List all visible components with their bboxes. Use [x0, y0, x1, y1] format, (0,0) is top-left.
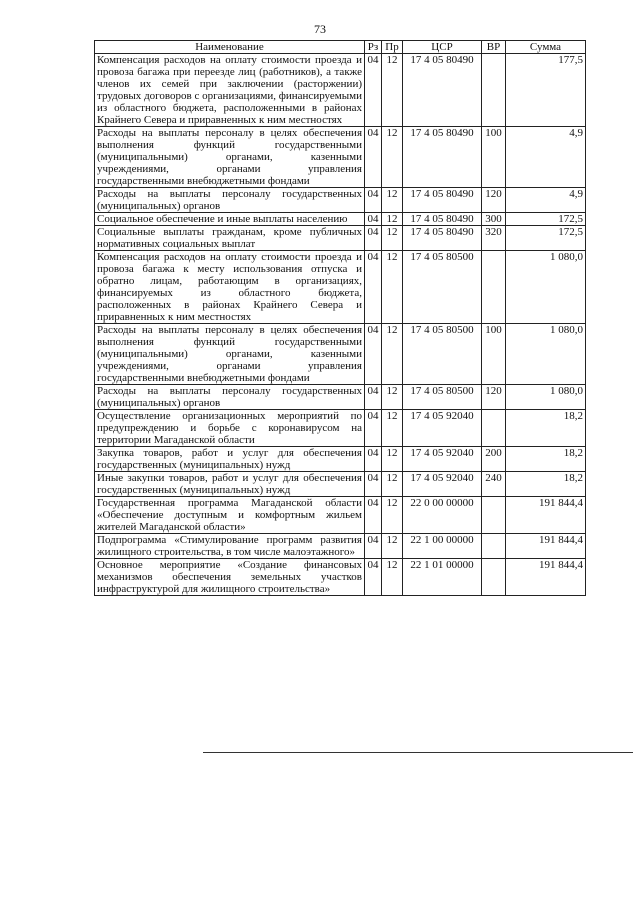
cell-name: Компенсация расходов на оплату стоимости проезда и провоза багажа к месту использования отпуска и обратно лицам, работающим в организациях, финансируемых из областного бюджета, расположенных в районах Крайнего Севера и приравненных к ним местностях — [95, 251, 365, 324]
cell-pr: 12 — [382, 497, 403, 534]
cell-name: Расходы на выплаты персоналу государственных (муниципальных) органов — [95, 385, 365, 410]
cell-pr: 12 — [382, 472, 403, 497]
cell-vr — [482, 410, 506, 447]
cell-vr — [482, 534, 506, 559]
cell-vr: 100 — [482, 324, 506, 385]
cell-csr: 17 4 05 80490 — [403, 188, 482, 213]
header-vr: ВР — [482, 41, 506, 54]
cell-rz: 04 — [365, 410, 382, 447]
cell-name: Осуществление организационных мероприятий по предупреждению и борьбе с коронавирусом на территории Магаданской области — [95, 410, 365, 447]
cell-rz: 04 — [365, 251, 382, 324]
table-row — [95, 410, 586, 447]
table-header-row — [95, 41, 586, 54]
cell-pr: 12 — [382, 127, 403, 188]
cell-csr: 17 4 05 80490 — [403, 213, 482, 226]
cell-name: Государственная программа Магаданской области «Обеспечение доступным и комфортным жильем жителей Магаданской области» — [95, 497, 365, 534]
cell-vr — [482, 54, 506, 127]
cell-csr: 17 4 05 80490 — [403, 54, 482, 127]
cell-vr: 300 — [482, 213, 506, 226]
cell-name: Подпрограмма «Стимулирование программ развития жилищного строительства, в том числе малоэтажного» — [95, 534, 365, 559]
cell-rz: 04 — [365, 54, 382, 127]
cell-name: Социальное обеспечение и иные выплаты населению — [95, 213, 365, 226]
page-number: 73 — [314, 22, 326, 36]
table-row — [95, 497, 586, 534]
cell-pr: 12 — [382, 534, 403, 559]
cell-rz: 04 — [365, 213, 382, 226]
cell-pr: 12 — [382, 188, 403, 213]
table-row — [95, 188, 586, 213]
table-row — [95, 559, 586, 596]
cell-sum: 191 844,4 — [506, 497, 586, 534]
cell-pr: 12 — [382, 559, 403, 596]
cell-rz: 04 — [365, 497, 382, 534]
budget-table — [94, 40, 586, 596]
header-sum: Сумма — [506, 41, 586, 54]
cell-vr — [482, 497, 506, 534]
cell-pr: 12 — [382, 251, 403, 324]
cell-pr: 12 — [382, 213, 403, 226]
cell-rz: 04 — [365, 472, 382, 497]
cell-vr: 200 — [482, 447, 506, 472]
table-row — [95, 54, 586, 127]
cell-csr: 17 4 05 80500 — [403, 251, 482, 324]
cell-name: Расходы на выплаты персоналу в целях обеспечения выполнения функций государственными (муниципальными) органами, казенными учреждениями, органами управления государственными внебюджетными фондами — [95, 127, 365, 188]
cell-csr: 17 4 05 92040 — [403, 472, 482, 497]
cell-pr: 12 — [382, 54, 403, 127]
cell-rz: 04 — [365, 385, 382, 410]
cell-name: Расходы на выплаты персоналу в целях обеспечения выполнения функций государственными (муниципальными) органами, казенными учреждениями, органами управления государственными внебюджетными фондами — [95, 324, 365, 385]
cell-sum: 1 080,0 — [506, 385, 586, 410]
cell-rz: 04 — [365, 534, 382, 559]
cell-name: Расходы на выплаты персоналу государственных (муниципальных) органов — [95, 188, 365, 213]
cell-sum: 191 844,4 — [506, 559, 586, 596]
cell-pr: 12 — [382, 447, 403, 472]
table-body — [95, 54, 586, 596]
cell-csr: 17 4 05 80500 — [403, 385, 482, 410]
cell-vr: 100 — [482, 127, 506, 188]
cell-pr: 12 — [382, 324, 403, 385]
cell-name: Компенсация расходов на оплату стоимости проезда и провоза багажа при переезде лиц (работников), а также членов их семей при заключении (расторжении) трудовых договоров с организациями, финансируемыми из областного бюджета, расположенными в районах Крайнего Севера и приравненных к ним местностях — [95, 54, 365, 127]
cell-name: Социальные выплаты гражданам, кроме публичных нормативных социальных выплат — [95, 226, 365, 251]
table-row — [95, 324, 586, 385]
cell-vr: 120 — [482, 385, 506, 410]
table-row — [95, 251, 586, 324]
cell-sum: 18,2 — [506, 447, 586, 472]
cell-csr: 17 4 05 92040 — [403, 410, 482, 447]
cell-sum: 18,2 — [506, 472, 586, 497]
cell-rz: 04 — [365, 127, 382, 188]
cell-vr: 120 — [482, 188, 506, 213]
cell-rz: 04 — [365, 188, 382, 213]
table-row — [95, 213, 586, 226]
cell-rz: 04 — [365, 447, 382, 472]
cell-sum: 191 844,4 — [506, 534, 586, 559]
cell-rz: 04 — [365, 324, 382, 385]
cell-pr: 12 — [382, 410, 403, 447]
cell-csr: 17 4 05 80490 — [403, 127, 482, 188]
cell-vr: 320 — [482, 226, 506, 251]
table-row — [95, 127, 586, 188]
table-row — [95, 226, 586, 251]
table-row — [95, 447, 586, 472]
cell-name: Иные закупки товаров, работ и услуг для обеспечения государственных (муниципальных) нужд — [95, 472, 365, 497]
cell-vr — [482, 251, 506, 324]
cell-sum: 1 080,0 — [506, 324, 586, 385]
table-row — [95, 534, 586, 559]
cell-csr: 17 4 05 80490 — [403, 226, 482, 251]
cell-sum: 1 080,0 — [506, 251, 586, 324]
cell-pr: 12 — [382, 385, 403, 410]
footer-divider — [203, 752, 633, 753]
cell-csr: 22 1 00 00000 — [403, 534, 482, 559]
cell-sum: 4,9 — [506, 188, 586, 213]
cell-vr — [482, 559, 506, 596]
cell-rz: 04 — [365, 559, 382, 596]
header-pr: Пр — [382, 41, 403, 54]
cell-sum: 177,5 — [506, 54, 586, 127]
header-csr: ЦСР — [403, 41, 482, 54]
cell-pr: 12 — [382, 226, 403, 251]
cell-vr: 240 — [482, 472, 506, 497]
cell-sum: 18,2 — [506, 410, 586, 447]
table-row — [95, 472, 586, 497]
header-rz: Рз — [365, 41, 382, 54]
cell-csr: 17 4 05 92040 — [403, 447, 482, 472]
cell-sum: 172,5 — [506, 226, 586, 251]
cell-csr: 22 1 01 00000 — [403, 559, 482, 596]
cell-csr: 22 0 00 00000 — [403, 497, 482, 534]
cell-sum: 172,5 — [506, 213, 586, 226]
cell-name: Закупка товаров, работ и услуг для обеспечения государственных (муниципальных) нужд — [95, 447, 365, 472]
header-name: Наименование — [95, 41, 365, 54]
cell-csr: 17 4 05 80500 — [403, 324, 482, 385]
cell-sum: 4,9 — [506, 127, 586, 188]
cell-name: Основное мероприятие «Создание финансовых механизмов обеспечения земельных участков инфраструктурой для жилищного строительства» — [95, 559, 365, 596]
table-row — [95, 385, 586, 410]
cell-rz: 04 — [365, 226, 382, 251]
